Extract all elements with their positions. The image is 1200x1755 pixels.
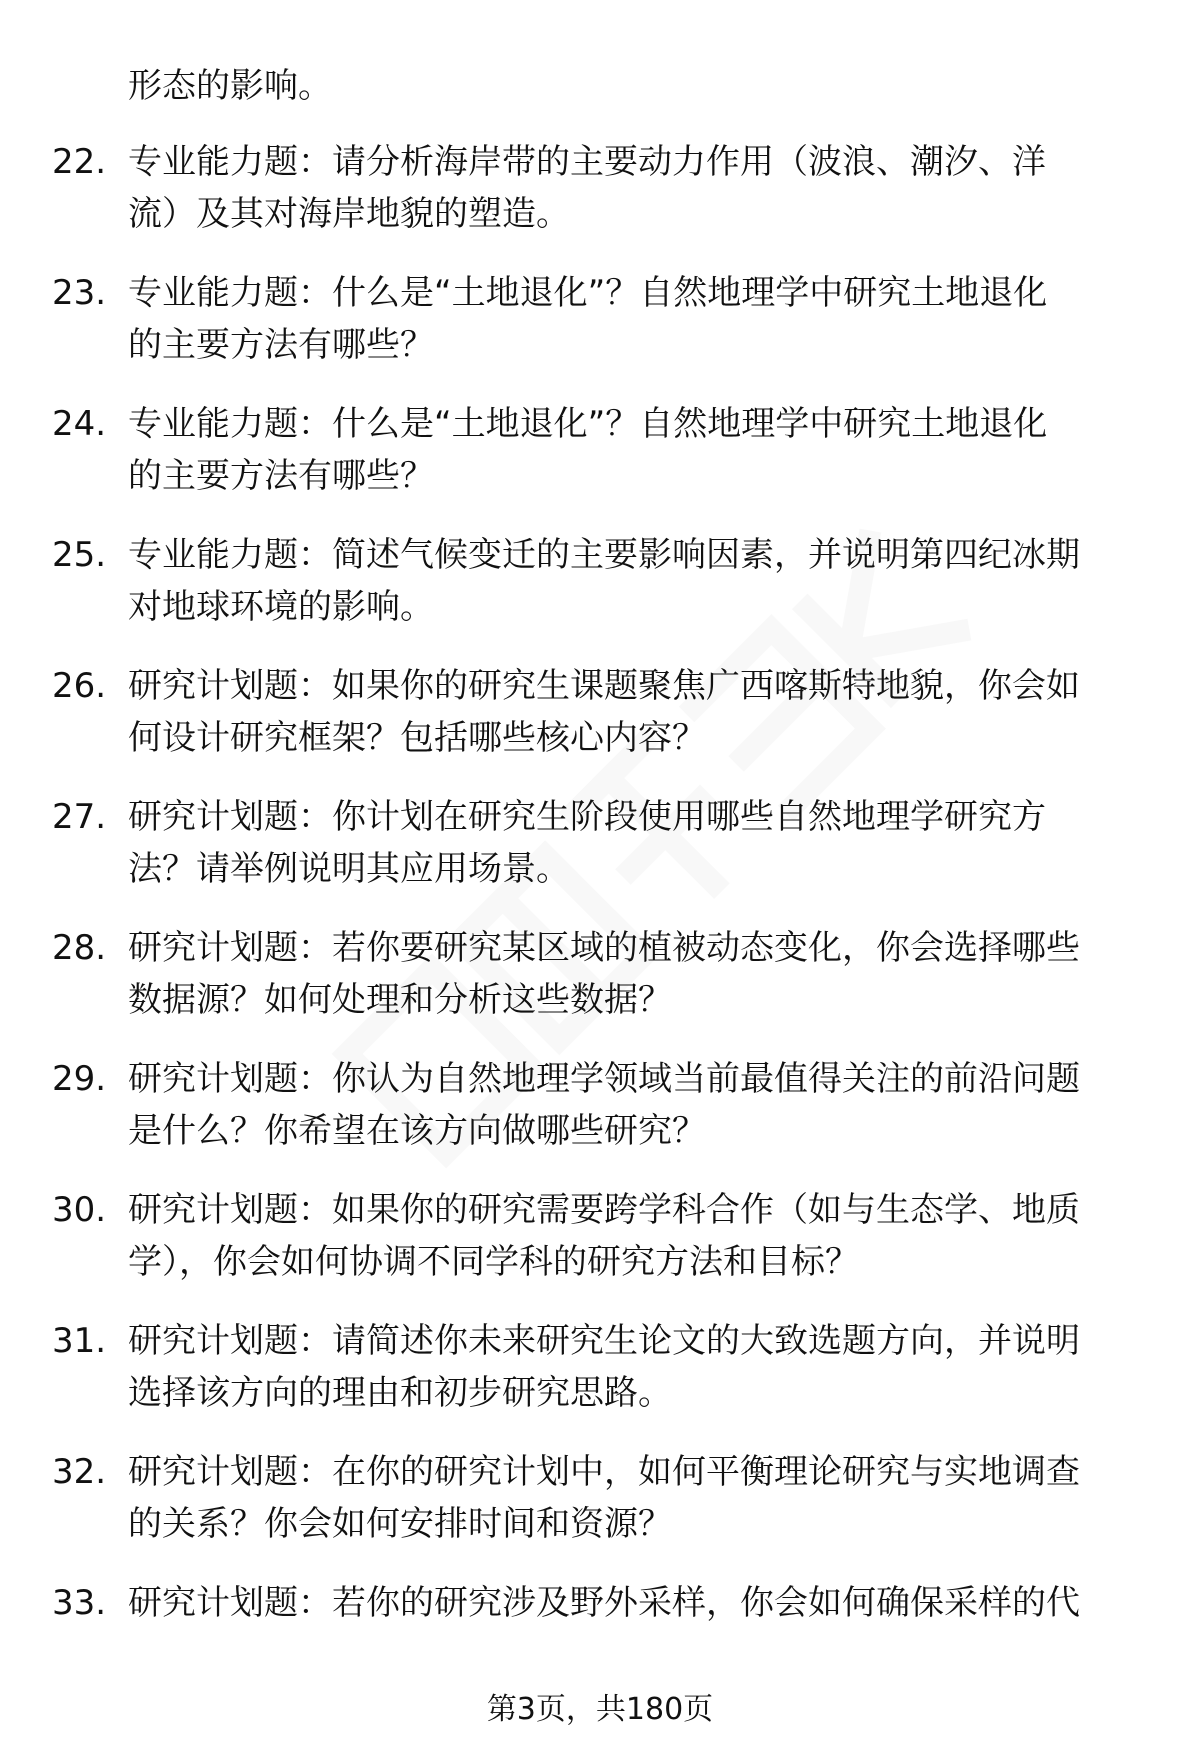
question-text-line: 流）及其对海岸地貌的塑造。 <box>128 194 570 234</box>
question-number: 28. <box>52 928 107 968</box>
question-text-line: 研究计划题：请简述你未来研究生论文的大致选题方向，并说明 <box>128 1321 1080 1361</box>
question-text <box>128 136 1138 240</box>
question-text <box>128 267 1138 371</box>
question-text-line: 研究计划题：若你要研究某区域的植被动态变化，你会选择哪些 <box>128 928 1080 968</box>
question-number: 30. <box>52 1190 107 1230</box>
question-text-line: 研究计划题：若你的研究涉及野外采样，你会如何确保采样的代 <box>128 1583 1080 1623</box>
question-number: 27. <box>52 797 107 837</box>
question-item <box>0 136 1200 267</box>
question-item <box>0 1315 1200 1446</box>
question-text <box>128 1446 1138 1550</box>
question-item <box>0 267 1200 398</box>
question-text-line: 的主要方法有哪些？ <box>128 325 434 365</box>
question-text-line: 研究计划题：在你的研究计划中，如何平衡理论研究与实地调查 <box>128 1452 1080 1492</box>
question-item <box>0 660 1200 791</box>
question-text-line: 对地球环境的影响。 <box>128 587 434 627</box>
question-text <box>128 660 1138 764</box>
question-number: 24. <box>52 404 107 444</box>
page-footer: 第3页，共180页 <box>486 1692 714 1727</box>
question-text-line: 研究计划题：你认为自然地理学领域当前最值得关注的前沿问题 <box>128 1059 1080 1099</box>
question-text-line: 选择该方向的理由和初步研究思路。 <box>128 1373 672 1413</box>
question-text <box>128 398 1138 502</box>
question-text <box>128 1053 1138 1157</box>
question-list <box>0 136 1200 1708</box>
question-item <box>0 1053 1200 1184</box>
question-item <box>0 398 1200 529</box>
question-number: 26. <box>52 666 107 706</box>
question-number: 31. <box>52 1321 107 1361</box>
question-item <box>0 1184 1200 1315</box>
question-text-line: 专业能力题：什么是“土地退化”？自然地理学中研究土地退化 <box>128 273 1048 313</box>
question-text-line: 何设计研究框架？包括哪些核心内容？ <box>128 718 706 758</box>
question-number: 22. <box>52 142 107 182</box>
question-text-line: 专业能力题：简述气候变迁的主要影响因素，并说明第四纪冰期 <box>128 535 1080 575</box>
question-text-line: 专业能力题：什么是“土地退化”？自然地理学中研究土地退化 <box>128 404 1048 444</box>
question-text-line: 的关系？你会如何安排时间和资源？ <box>128 1504 672 1544</box>
question-text-line: 法？请举例说明其应用场景。 <box>128 849 570 889</box>
question-text-line: 数据源？如何处理和分析这些数据？ <box>128 980 672 1020</box>
question-number: 33. <box>52 1583 107 1623</box>
question-item <box>0 791 1200 922</box>
question-text-line: 专业能力题：请分析海岸带的主要动力作用（波浪、潮汐、洋 <box>128 142 1046 182</box>
question-text-line: 研究计划题：你计划在研究生阶段使用哪些自然地理学研究方 <box>128 797 1046 837</box>
question-text <box>128 922 1138 1026</box>
question-item <box>0 1446 1200 1577</box>
question-text <box>128 1577 1138 1629</box>
question-number: 29. <box>52 1059 107 1099</box>
question-text-line: 研究计划题：如果你的研究生课题聚焦广西喀斯特地貌，你会如 <box>128 666 1080 706</box>
question-item <box>0 1577 1200 1708</box>
question-text-line: 研究计划题：如果你的研究需要跨学科合作（如与生态学、地质 <box>128 1190 1080 1230</box>
question-text <box>128 529 1138 633</box>
question-number: 25. <box>52 535 107 575</box>
question-number: 23. <box>52 273 107 313</box>
question-text-line: 学），你会如何协调不同学科的研究方法和目标？ <box>128 1242 859 1282</box>
question-text-line: 的主要方法有哪些？ <box>128 456 434 496</box>
question-number: 32. <box>52 1452 107 1492</box>
question-text <box>128 1315 1138 1419</box>
question-item <box>0 529 1200 660</box>
continuation-text: 形态的影响。 <box>128 66 332 106</box>
question-item <box>0 922 1200 1053</box>
question-text-line: 是什么？你希望在该方向做哪些研究？ <box>128 1111 706 1151</box>
question-text <box>128 1184 1138 1288</box>
question-text <box>128 791 1138 895</box>
